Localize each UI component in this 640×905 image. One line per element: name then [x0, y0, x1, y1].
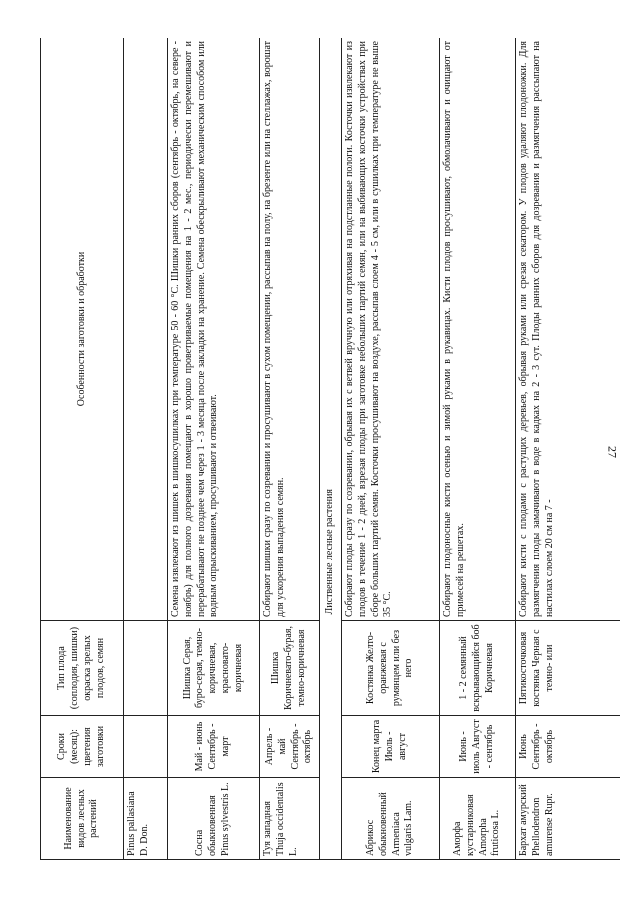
header-terms: Сроки (месяц): цветения заготовки [41, 716, 124, 778]
cell-fruit: Шишка Коричневато-бурая, темно-коричневая [260, 621, 320, 716]
section-row [320, 38, 342, 860]
table-row [342, 38, 440, 860]
cell-fruit: 1 - 2 семянный вскрывающийся боб Коричневая [440, 621, 516, 716]
rotated-page [40, 38, 620, 860]
cell-name: Аморфа кустарниковая Amorpha fruticosa L. [440, 778, 516, 860]
cell-name: Сосна обыкновенная Pinus sylvestris L. [168, 778, 260, 860]
cell-fruit: Пятикосточковая костянка Черная с темно- или [516, 621, 621, 716]
table-row [168, 38, 260, 860]
header-name: Наименование видов лесных растений [41, 778, 124, 860]
cell-features: Собирают кисти с плодами с растущих деревьев, обрывая руками или срезая секатором. У плодов удаляют плодоножки. Для размягчения плоды замачивают в воде в кадках на 2 - 3 сут. Плоды ранних сборов для дозревания и размягчения рассыпают на настилах слоем 20 см на 7 - [516, 38, 621, 621]
table-row [260, 38, 320, 860]
cell-terms [124, 716, 168, 778]
cell-features: Собирают плоды сразу по созревании, обрывая их с ветвей вручную или отряхивая на подстланные пологи. Косточки извлекают из плодов в течение 1 - 2 дней, взрезая плоды при заготовке небольших партий семян, или на выбивающих косточки устройствах при сборе больших партий семян. Косточки просушивают на воздухе, рассыпав слоем 4 - 5 см, или в сушилках при температуре не выше 35 °С. [342, 38, 440, 621]
cell-features: Семена извлекают из шишек в шишкосушилках при температуре 50 - 60 °С. Шишки ранних сборов (сентябрь - октябрь, на севере - ноябрь) для полного дозревания помещают в хорошо проветриваемые помещения на 1 - 2 мес., периодически перемешивают и перерабатывают не позднее чем через 1 - 3 месяца после закладки на хранение. Семена обескрыливают механическим способом или водным опрыскиванием, просушивают и отвеивают. [168, 38, 260, 621]
cell-terms: Конец марта Июль - август [342, 716, 440, 778]
table-row [124, 38, 168, 860]
cell-fruit: Костянка Желто-оранжевая с румянцем или без него [342, 621, 440, 716]
cell-terms: Апрель - май Сентябрь - октябрь [260, 716, 320, 778]
page-number: 27 [605, 446, 620, 458]
cell-name: Pinus pallasiana D. Don. [124, 778, 168, 860]
header-row [41, 38, 124, 860]
cell-name: Туя западная Thuja occidentalis L. [260, 778, 320, 860]
table-container [40, 38, 620, 860]
cell-name: Бархат амурский Phellodendron amurense Rupr. [516, 778, 621, 860]
cell-features: Собирают плодоносные кисти осенью и зимой руками в рукавицах. Кисти плодов просушивают, обмолачивают и очищают от примесей на решетах. [440, 38, 516, 621]
cell-fruit: Шишка Серая, буро-серая, темно-коричневая, красновато-коричневая [168, 621, 260, 716]
cell-name: Абрикос обыкновенный Armeniaca vulgaris Lam. [342, 778, 440, 860]
species-table [40, 38, 620, 860]
cell-fruit [124, 621, 168, 716]
table-row [516, 38, 621, 860]
section-title: Лиственные лесные растения [320, 38, 342, 621]
cell-terms: Июнь - июль Август - сентябрь [440, 716, 516, 778]
cell-terms: Июнь Сентябрь - октябрь [516, 716, 621, 778]
table-row [440, 38, 516, 860]
header-fruit: Тип плода (соплодия, шишки) окраска зрелых плодов, семян [41, 621, 124, 716]
header-features: Особенности заготовки и обработки [41, 38, 124, 621]
cell-features: Собирают шишки сразу по созревании и просушивают в сухом помещении, рассыпав на полу, на брезенте или на стеллажах, ворошат для ускорения выпадения семян. [260, 38, 320, 621]
cell-terms: Май - июнь Сентябрь - март [168, 716, 260, 778]
cell-features [124, 38, 168, 621]
